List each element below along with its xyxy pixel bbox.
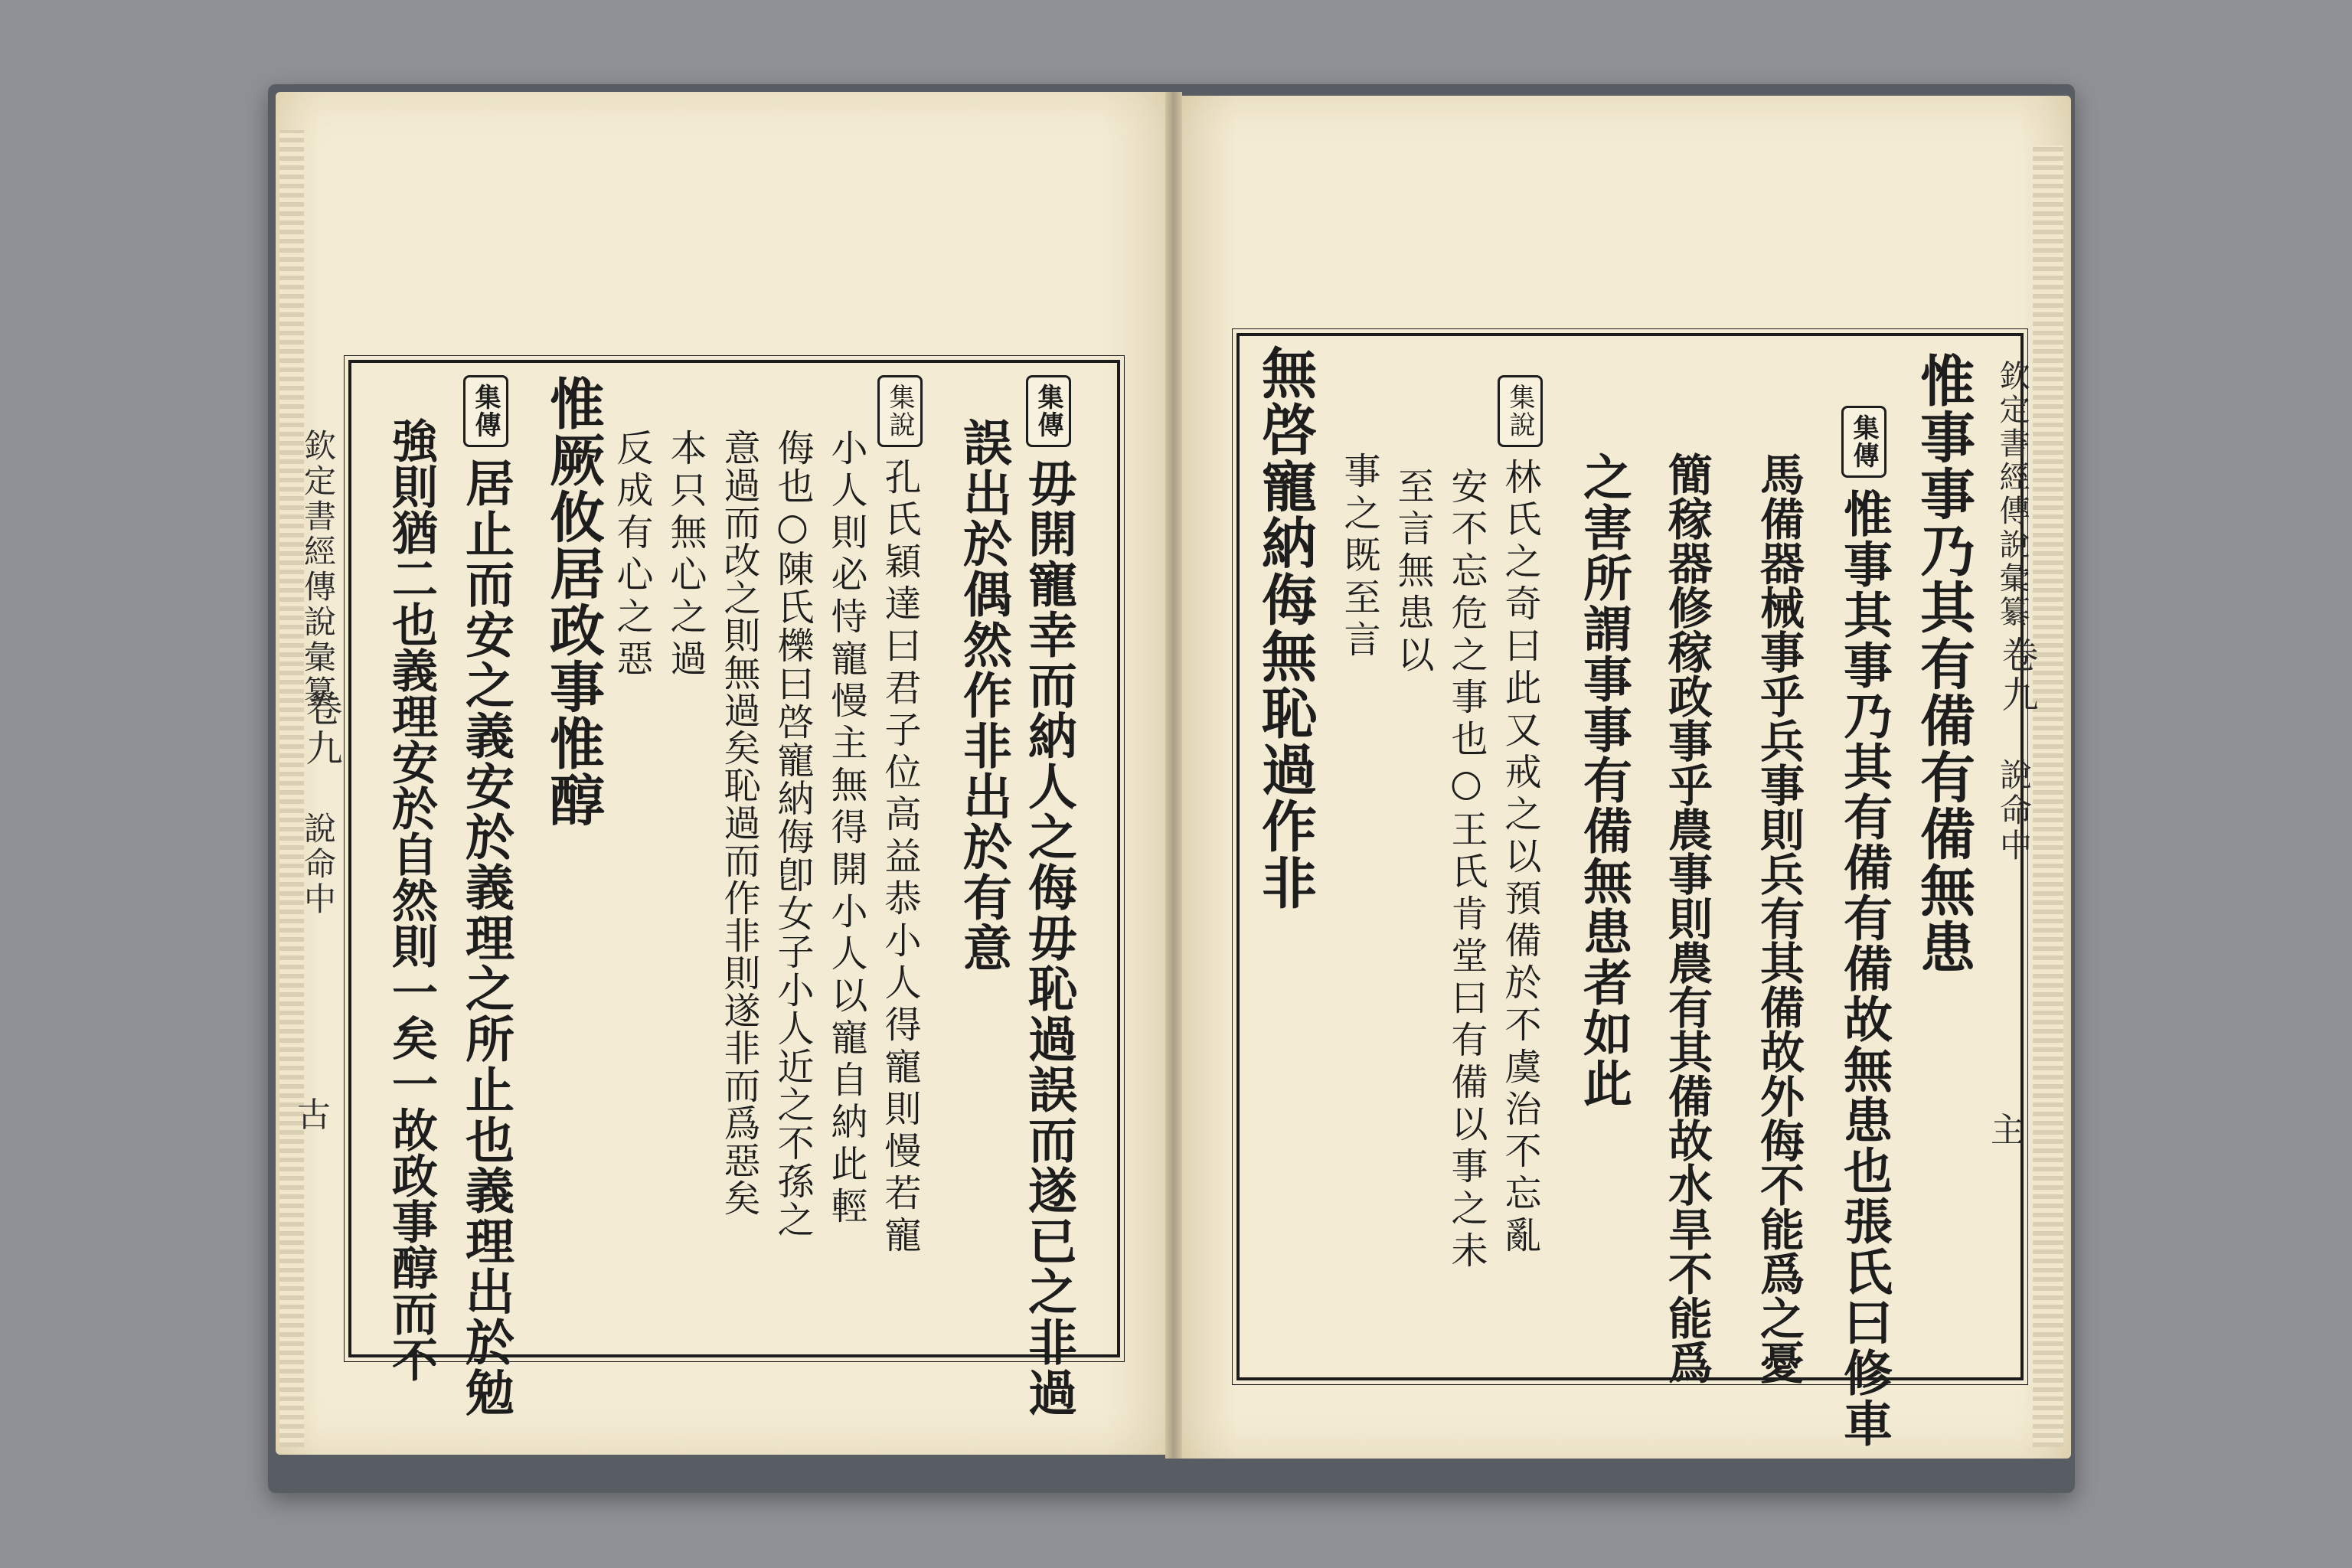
right-col-3: 簡稼器修稼政事乎農事則農有其備故水旱不能爲 xyxy=(1661,452,1713,1384)
left-col-2: 誤出於偶然作非出於有意 xyxy=(955,417,1012,973)
right-col-5: 集說林氏之奇曰此又戒之以預備於不虞治不忘亂 xyxy=(1501,375,1547,1258)
right-page-edge xyxy=(2033,145,2063,1447)
left-page-number: 古 xyxy=(297,1096,331,1135)
right-col-7: 至言無患以 xyxy=(1391,467,1434,678)
left-col-10: 強則猶二也義理安於自然則一矣一故政事醇而不 xyxy=(384,417,438,1382)
right-col-4: 之害所謂事事有備無患者如此 xyxy=(1575,452,1632,1109)
left-col-9: 集傳居止而安之義安於義理之所止也義理出於勉 xyxy=(459,375,521,1418)
left-col-7: 本只無心之過 xyxy=(664,429,707,681)
right-col-8: 事之既至言 xyxy=(1338,452,1380,662)
left-chapter: 說命中 xyxy=(299,812,337,917)
seal-jizhuan-2: 集傳 xyxy=(463,375,508,447)
right-classic-text-2: 無啓寵納侮無恥過作非 xyxy=(1253,345,1318,911)
right-classic-text-1: 惟事事乃其有備有備無患 xyxy=(1911,352,1976,975)
left-col-8: 反成有心之惡 xyxy=(610,429,653,681)
left-col-5: 侮也○陳氏櫟曰啓寵納侮卽女子小人近之不孫之 xyxy=(771,429,814,1239)
right-col-1: 集傳惟事其事乃其有備有備故無患也張氏曰修車 xyxy=(1838,406,1899,1449)
book-gutter xyxy=(1165,92,1182,1459)
left-col-4: 小人則必恃寵慢主無得開小人以寵自納此輕 xyxy=(825,429,867,1229)
seal-jizhuan: 集傳 xyxy=(1026,375,1071,447)
left-col-3: 集說孔氏穎達曰君子位高益恭小人得寵則慢若寵 xyxy=(880,375,926,1258)
seal-jishuo: 集說 xyxy=(877,375,923,447)
left-page-edge xyxy=(279,130,304,1447)
right-running-title: 欽定書經傳說彙纂 xyxy=(1994,360,2030,629)
right-chapter: 說命中 xyxy=(1995,758,2033,864)
right-volume: 卷九 xyxy=(1995,635,2038,715)
left-classic-text: 惟厥攸居政事惟醇 xyxy=(541,375,606,828)
seal-jizhuan-3: 集傳 xyxy=(1841,406,1886,478)
right-col-6: 安不忘危之事也○王氏肯堂曰有備以事之未 xyxy=(1445,467,1488,1273)
left-col-1: 集傳毋開寵幸而納人之侮毋恥過誤而遂已之非過 xyxy=(1022,375,1083,1418)
right-page-number: 主 xyxy=(1991,1111,2024,1150)
left-volume: 卷九 xyxy=(299,689,342,769)
left-col-6: 意過而改之則無過矣恥過而作非則遂非而爲惡矣 xyxy=(717,429,760,1217)
left-running-title: 欽定書經傳說彙纂 xyxy=(299,429,337,710)
seal-jishuo-2: 集說 xyxy=(1498,375,1543,447)
right-col-2: 馬備器械事乎兵事則兵有其備故外侮不能爲之憂 xyxy=(1753,452,1805,1384)
